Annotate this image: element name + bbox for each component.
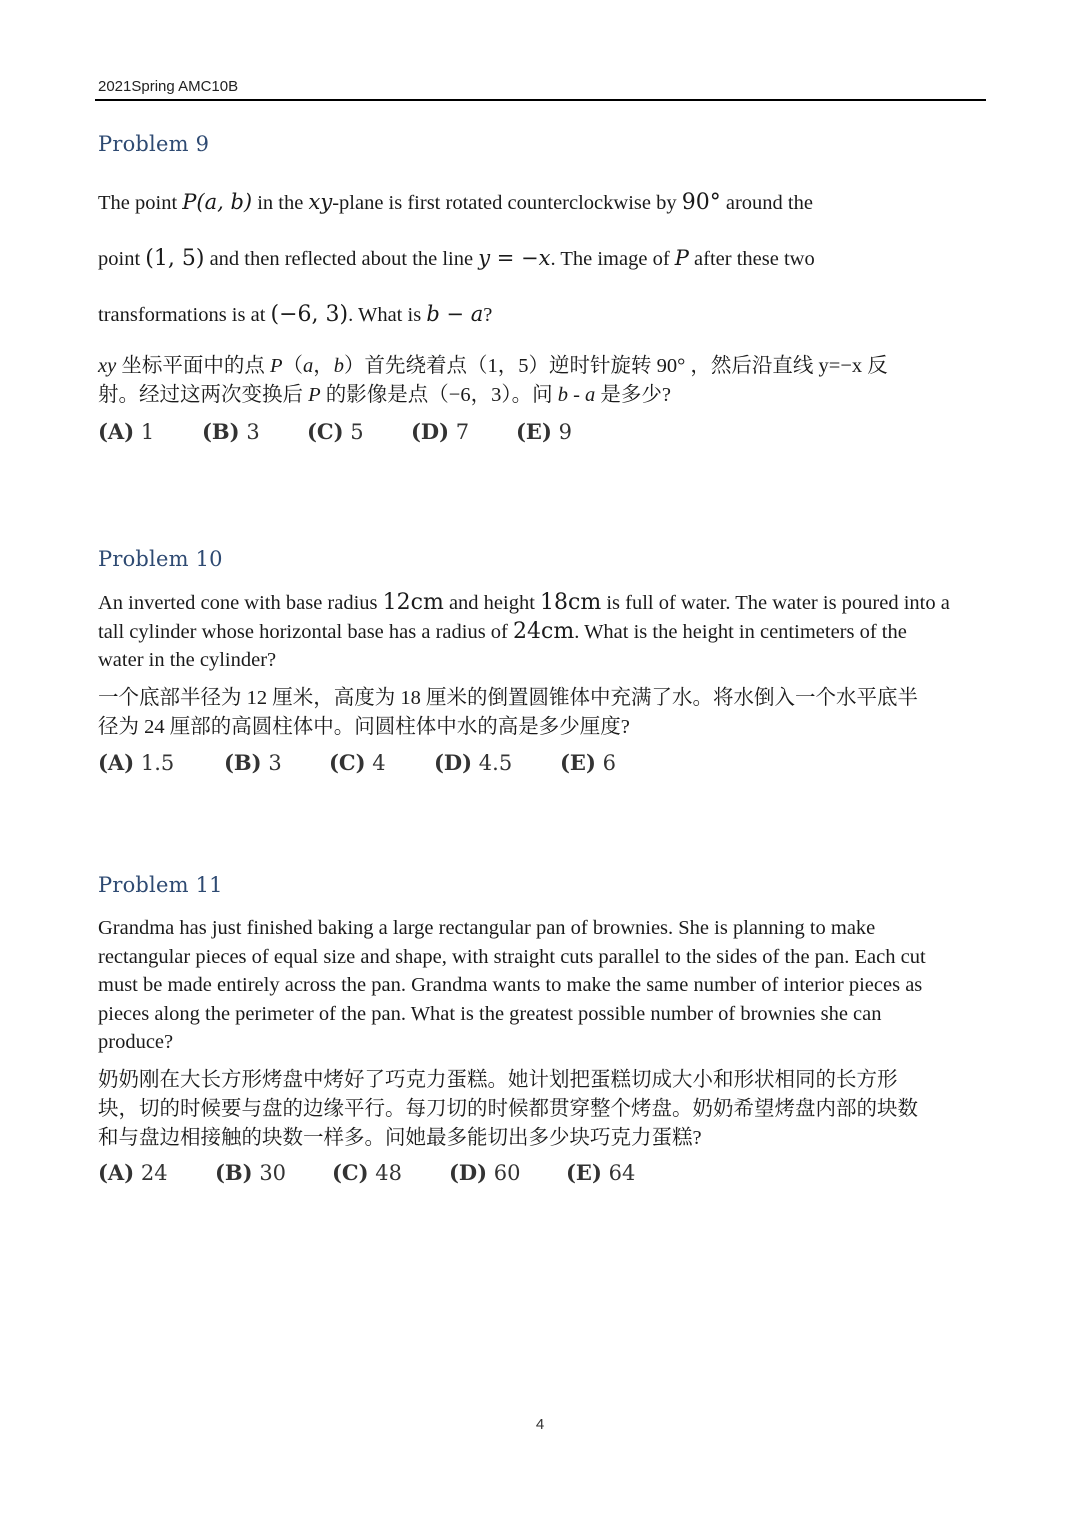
header-title: 2021Spring AMC10B [98,78,239,95]
answer-choice: (D) 4.5 [434,750,513,775]
answer-choice: (D) 7 [411,419,470,444]
page-header [98,78,985,95]
problem-9-chinese-line-2: 射。经过这两次变换后 P 的影像是点（−6，3）。问 b - a 是多少? [98,384,672,406]
answer-choice: (E) 64 [566,1160,636,1185]
answer-choice: (D) 60 [449,1160,521,1185]
answer-choice: (C) 4 [329,750,386,775]
problem-10-chinese-text: 一个底部半径为 12 厘米，高度为 18 厘米的倒置圆锥体中充满了水。将水倒入一个水平底半 径为 24 厘部的高圆柱体中。问圆柱体中水的高是多少厘度? [98,687,918,738]
answer-choice: (C) 48 [332,1160,403,1185]
answer-choice: (A) 1.5 [98,750,175,775]
problem-11-answer-choices [98,1160,635,1185]
page-number: 4 [535,1416,545,1433]
problem-9-title: Problem 9 [98,132,210,156]
problem-11-title: Problem 11 [98,873,223,897]
answer-choice: (C) 5 [307,419,364,444]
problem-10-answer-choices [98,750,616,775]
answer-choice: (A) 24 [98,1160,168,1185]
problem-11-english-text: Grandma has just finished baking a large rectangular pan of brownies. She is planning to make rectangular pieces of equal size and shape, with straight cuts parallel to the sides of the pan. Each cut must be made entirely across the pan. Grandma wants to make the same number of interior pieces as pieces along the perimeter of the pan. What is the greatest possible number of brownies she can produce? [98,917,926,1053]
problem-11-chinese-text: 奶奶刚在大长方形烤盘中烤好了巧克力蛋糕。她计划把蛋糕切成大小和形状相同的长方形 块，切的时候要与盘的边缘平行。每刀切的时候都贯穿整个烤盘。奶奶希望烤盘内部的块数 和与盘边相接触的块数一样多。问她最多能切出多少块巧克力蛋糕? [98,1069,918,1149]
problem-10-english-text: An inverted cone with base radius 12cm and height 18cm is full of water. The water is poured into a tall cylinder whose horizontal base has a radius of 24cm. What is the height in centimeters of the water in the cylinder? [98,590,950,671]
answer-choice: (B) 3 [202,419,260,444]
problem-9-english-line-3: transformations is at (−6, 3). What is b − a? [98,302,493,327]
problem-9-english-line-1: The point P(a, b) in the xy-plane is first rotated counterclockwise by 90° around the [98,190,813,215]
header-divider [95,99,986,101]
problem-9-chinese-line-1: xy 坐标平面中的点 P（a，b）首先绕着点（1，5）逆时针旋转 90° ，然后沿直线 y=−x 反 [98,355,888,377]
problem-9-answer-choices [98,419,572,444]
answer-choice: (E) 6 [560,750,616,775]
answer-choice: (B) 3 [224,750,282,775]
answer-choice: (A) 1 [98,419,155,444]
answer-choice: (E) 9 [516,419,572,444]
problem-10-title: Problem 10 [98,547,223,571]
problem-9-chinese-text [98,352,988,410]
problem-9-english-line-2: point (1, 5) and then reflected about the line y = −x. The image of P after these two [98,246,815,271]
answer-choice: (B) 30 [215,1160,287,1185]
